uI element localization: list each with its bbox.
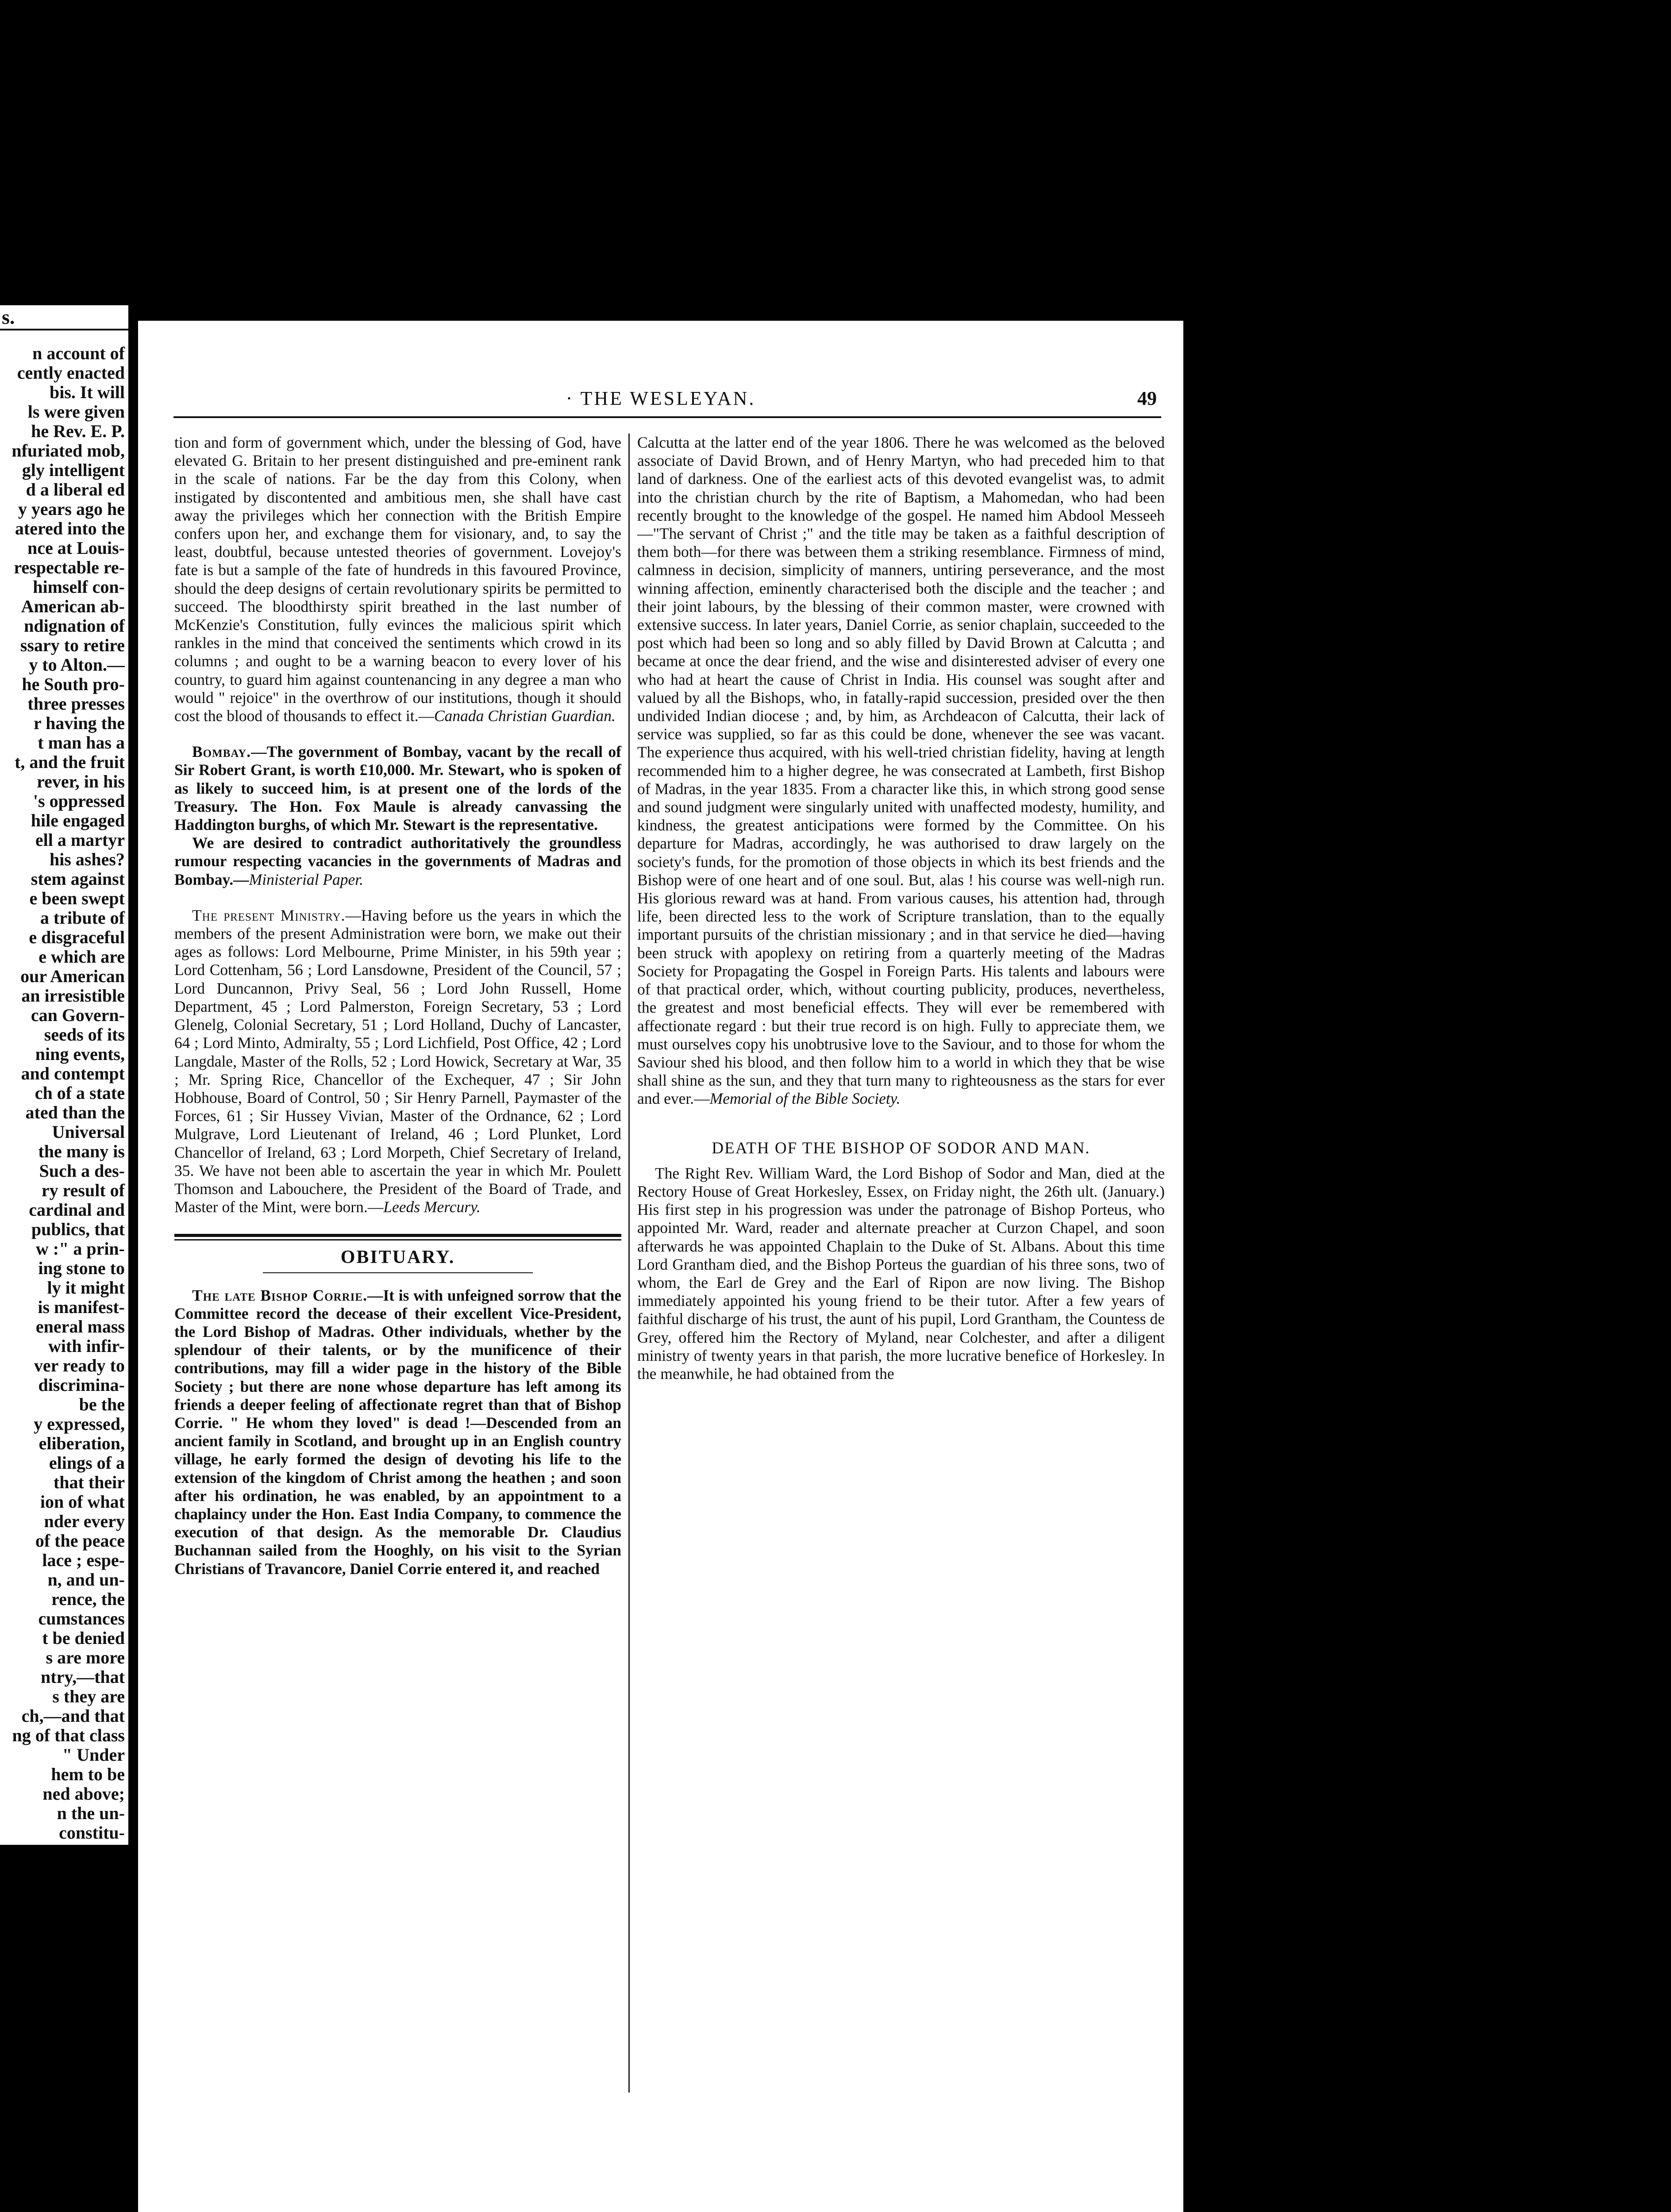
adjacent-page-line: discrimina-: [38, 1375, 125, 1395]
adjacent-page-line: s they are: [52, 1686, 125, 1706]
adjacent-page-line: that their: [53, 1472, 125, 1492]
adjacent-page-line: n, and un-: [47, 1570, 125, 1590]
adjacent-page-line: t, and the fruit: [15, 752, 125, 772]
adjacent-page-line: e disgraceful: [29, 927, 125, 947]
lead-in: Bombay.: [192, 743, 251, 761]
adjacent-page-line: cumstances: [38, 1609, 125, 1628]
adjacent-page-line: y expressed,: [34, 1414, 125, 1434]
adjacent-page-line: hile engaged: [31, 810, 125, 830]
adjacent-page-line: ndignation of: [24, 616, 125, 636]
adjacent-page-line: and contempt: [21, 1064, 125, 1083]
adjacent-page-line: ell a martyr: [35, 830, 125, 850]
running-head: · THE WESLEYAN.: [566, 388, 756, 409]
adjacent-page-line: stem against: [31, 869, 125, 889]
header-rule: [173, 416, 1161, 418]
adjacent-page-header: s.: [0, 305, 128, 330]
adjacent-page-line: t be denied: [42, 1628, 125, 1648]
article-paragraph: tion and form of government which, under the blessing of God, have elevated G. Britain to her present distinguished and pre-eminent rank in the scale of nations. Far be the day from this Colony, when instigated by discontented and ambitious men, she shall have cast away the privileges which her connection with the British Empire confers upon her, and exchange them for visionary, and, to say the least, doubtful, because untested theories of government. Lovejoy's fate is but a sample of the fate of hundreds in this favoured Province, should the deep designs of certain revolutionary spirits be permitted to succeed. The bloodthirsty spirit breathed in the last number of McKenzie's Constitution, fully evinces the malicious spirit which rankles in the mind that conceived the sentiments which crowd in its columns ; and ought to be a warning beacon to every lover of his country, to guard him against countenancing in any degree a man who would " rejoice" in the overthrow of our institutions, though it should cost the blood of thousands to effect it.—Canada Christian Guardian.: [174, 434, 621, 725]
adjacent-page-line: American ab-: [21, 596, 125, 616]
adjacent-page-line: e been swept: [29, 888, 125, 908]
adjacent-page-line: ls were given: [27, 402, 125, 422]
adjacent-page-line: ntry,—that: [41, 1667, 125, 1687]
adjacent-page-line: hem to be: [51, 1764, 125, 1784]
adjacent-page-line: ver ready to: [34, 1356, 125, 1375]
lead-in: The late Bishop Corrie.: [192, 1286, 367, 1304]
adjacent-page-strip: [0, 305, 128, 1845]
article-paragraph: The Right Rev. William Ward, the Lord Bishop of Sodor and Man, died at the Rectory House of Great Horkesley, Essex, on Friday night, the 26th ult. (January.) His first step in his progression was under the patronage of Bishop Porteus, who appointed Mr. Ward, reader and alternate preacher at Curzon Chapel, and soon afterwards he was appointed Chaplain to the Duke of St. Albans. About this time Lord Grantham died, and the Bishop Porteus the guardian of his three sons, two of whom, the Earl de Grey and the Earl of Ripon are now living. The Bishop immediately appointed his young friend to be their tutor. After a few years of faithful discharge of his trust, the aunt of his pupil, Lord Grantham, the Countess de Grey, offered him the Rectory of Myland, near Colchester, and after a diligent ministry of twenty years in that parish, the more lucrative benefice of Horkesley. In the meanwhile, he had obtained from the: [637, 1164, 1165, 1382]
adjacent-page-line: cently enacted: [17, 363, 125, 383]
obituary-continuation: Calcutta at the latter end of the year 1806. There he was welcomed as the beloved associate of David Brown, and of Henry Martyn, who had preceded him to that land of darkness. One of the earliest acts of this devoted evangelist was, to admit into the christian church by the rite of Baptism, a Mahomedan, who had been recently brought to the knowledge of the gospel. He named him Abdool Messeeh —"The servant of Christ ;" and the title may be taken as a faithful description of them both—for there was between them a striking resemblance. Firmness of mind, calmness in decision, simplicity of manners, untiring perseverance, and the most winning affection, eminently characterised both the disciple and the teacher ; and their joint labours, by the blessing of their common master, were crowned with extensive success. In later years, Daniel Corrie, as senior chaplain, succeeded to the post which had been so long and so ably filled by David Brown at Calcutta ; and became at once the dear friend, and the wise and disinterested adviser of every one who had at heart the cause of Christ in India. His counsel was sought after and valued by all the Bishops, who, in fatally-rapid succession, presided over the then undivided Indian diocese ; and, by him, as Archdeacon of Calcutta, their lack of service was supplied, so far as this could be done, whenever the see was vacant. The experience thus acquired, with his well-tried christian fidelity, having at length recommended him to a higher degree, he was consecrated at Lambeth, first Bishop of Madras, in the year 1835. From a character like this, in which strong good sense and sound judgment were singularly united with unaffected modesty, humility, and kindness, the greatest anticipations were formed by the Committee. On his departure for Madras, accordingly, he was authorised to draw largely on the society's funds, for the promotion of those objects in which its best friends and the Bishop were of one heart and of one soul. But, alas ! his course was well-nigh run. His glorious reward was at hand. From various causes, his attention had, through life, been directed less to the work of Scripture translation, than to the equally important pursuits of the christian missionary ; and in that service he died—having been struck with apoplexy on retiring from a quarterly meeting of the Madras Society for Propagating the Gospel in Foreign Parts. His talents and labours were of that practical order, which, without courting publicity, produces, nevertheless, the greatest and most beneficial effects. They will ever be remembered with affectionate regard : but their true record is on high. Fully to appreciate them, we must ourselves copy his unobtrusive love to the Saviour, and to those for whom the Saviour shed his blood, and then follow him to a world in which they that be wise shall shine as the sun, and they that turn many to righteousness as the stars for ever and ever.—Memorial of the Bible Society.: [637, 434, 1165, 1108]
adjacent-page-line: ion of what: [40, 1492, 125, 1512]
adjacent-page-line: Such a des-: [39, 1161, 125, 1181]
adjacent-page-line: d a liberal ed: [26, 480, 125, 499]
adjacent-page-line: an irresistible: [21, 986, 125, 1006]
adjacent-page-line: he Rev. E. P.: [31, 421, 125, 441]
adjacent-page-lines: [0, 344, 128, 1843]
article-paragraph: We are desired to contradict authoritatively the groundless rumour respecting vacancies in the governments of Madras and Bombay.—Ministerial Paper.: [174, 834, 621, 888]
adjacent-page-line: nce at Louis-: [27, 538, 125, 558]
adjacent-page-line: y years ago he: [18, 499, 125, 519]
adjacent-page-line: eliberation,: [39, 1433, 125, 1453]
adjacent-page-line: r having the: [34, 713, 125, 733]
section-heading: DEATH OF THE BISHOP OF SODOR AND MAN.: [712, 1139, 1090, 1157]
adjacent-page-line: ated than the: [25, 1102, 125, 1122]
adjacent-page-line: n the un-: [57, 1803, 125, 1823]
adjacent-page-line: cardinal and: [29, 1200, 125, 1220]
heading-rule: [263, 1272, 533, 1273]
adjacent-page-line: atered into the: [15, 518, 125, 538]
adjacent-page-line: ch,—and that: [21, 1706, 125, 1726]
adjacent-page-line: Universal: [52, 1122, 125, 1142]
obituary-heading: OBITUARY.: [340, 1247, 455, 1268]
column-divider: [628, 434, 630, 2093]
adjacent-page-line: ng of that class: [12, 1725, 125, 1745]
adjacent-page-line: " Under: [62, 1745, 125, 1765]
adjacent-page-line: 's oppressed: [33, 791, 125, 811]
adjacent-page-line: constitu-: [59, 1823, 125, 1843]
adjacent-page-line: y to Alton.—: [29, 655, 125, 675]
adjacent-page-line: ning events,: [35, 1044, 125, 1064]
left-column: [174, 434, 621, 1578]
adjacent-page-line: n account of: [32, 343, 125, 363]
attribution: Memorial of the Bible Society.: [709, 1090, 901, 1108]
right-column: [637, 434, 1165, 1383]
adjacent-page-line: nfuriated mob,: [12, 441, 125, 461]
adjacent-page-line: publics, that: [31, 1219, 125, 1239]
adjacent-page-line: rever, in his: [37, 772, 125, 791]
adjacent-page-line: three presses: [27, 694, 125, 714]
adjacent-page-line: ing stone to: [38, 1258, 125, 1278]
attribution: Canada Christian Guardian.: [434, 707, 616, 725]
adjacent-page-line: elings of a: [49, 1453, 125, 1473]
adjacent-page-line: a tribute of: [40, 908, 125, 928]
attribution: Ministerial Paper.: [249, 870, 364, 888]
adjacent-page-line: gly intelligent: [22, 460, 125, 480]
adjacent-page-line: lace ; espe-: [42, 1550, 125, 1570]
adjacent-page-line: with infir-: [48, 1336, 125, 1356]
adjacent-page-line: his ashes?: [49, 849, 125, 869]
ministry-paragraph: The present Ministry.—Having before us the years in which the members of the present Administration were born, we make out their ages as follows: Lord Melbourne, Prime Minister, in his 59th year ; Lord Cottenham, 56 ; Lord Lansdowne, President of the Council, 57 ; Lord Duncannon, Privy Seal, 56 ; Lord John Russell, Home Department, 45 ; Lord Palmerston, Foreign Secretary, 53 ; Lord Glenelg, Colonial Secretary, 51 ; Lord Holland, Duchy of Lancaster, 64 ; Lord Minto, Admiralty, 55 ; Lord Lichfield, Post Office, 42 ; Lord Langdale, Master of the Rolls, 52 ; Lord Howick, Secretary at War, 35 ; Mr. Spring Rice, Chancellor of the Exchequer, 47 ; Sir John Hobhouse, Board of Control, 50 ; Sir Henry Parnell, Paymaster of the Forces, 61 ; Sir Hussey Vivian, Master of the Ordnance, 62 ; Lord Mulgrave, Lord Lieutenant of Ireland, 46 ; Lord Plunket, Lord Chancellor of Ireland, 63 ; Lord Morpeth, Chief Secretary of Ireland, 35. We have not been able to ascertain the year in which Mr. Poulett Thomson and Labouchere, the President of the Board of Trade, and Master of the Mint, were born.—Leeds Mercury.: [174, 906, 621, 1216]
adjacent-page-line: w :" a prin-: [35, 1239, 125, 1259]
adjacent-page-line: be the: [79, 1394, 125, 1414]
adjacent-page-line: ry result of: [41, 1180, 125, 1200]
adjacent-page-line: of the peace: [35, 1531, 125, 1551]
adjacent-page-line: himself con-: [33, 577, 125, 597]
adjacent-page-line: the many is: [38, 1141, 125, 1161]
adjacent-page-line: ssary to retire: [20, 635, 125, 655]
page-number: 49: [1137, 388, 1157, 409]
adjacent-page-line: seeds of its: [44, 1025, 125, 1045]
adjacent-page-line: t man has a: [38, 733, 125, 753]
bombay-paragraph: Bombay.—The government of Bombay, vacant by the recall of Sir Robert Grant, is worth £10,000. Mr. Stewart, who is spoken of as likely to succeed him, is at present one of the lords of the Treasury. The Hon. Fox Maule is already canvassing the Haddington burghs, of which Mr. Stewart is the representative.: [174, 743, 621, 834]
lead-in: The present Ministry.: [192, 906, 346, 924]
attribution: Leeds Mercury.: [383, 1198, 481, 1216]
adjacent-page-line: bis. It will: [49, 382, 125, 402]
obituary-paragraph: The late Bishop Corrie.—It is with unfeigned sorrow that the Committee record the decease of their excellent Vice-President, the Lord Bishop of Madras. Other individuals, whether by the splendour of their talents, or by the munificence of their contributions, may fill a wider page in the history of the Bible Society ; but there are none whose departure has left among its friends a deeper feeling of affectionate regret than that of Bishop Corrie. " He whom they loved" is dead !—Descended from an ancient family in Scotland, and brought up in an English country village, he early formed the design of devoting his life to the extension of the kingdom of Christ among the heathen ; and soon after his ordination, he was enabled, by an appointment to a chaplaincy under the Hon. East India Company, to commence the execution of that design. As the memorable Dr. Claudius Buchannan sailed from the Hooghly, on his visit to the Syrian Christians of Travancore, Daniel Corrie entered it, and reached: [174, 1286, 621, 1578]
section-rule: [174, 1234, 621, 1240]
adjacent-page-line: he South pro-: [22, 674, 125, 694]
adjacent-page-line: s are more: [46, 1647, 125, 1667]
adjacent-page-line: respectable re-: [14, 557, 125, 577]
adjacent-page-line: eneral mass: [35, 1317, 125, 1336]
adjacent-page-line: ly it might: [47, 1278, 125, 1298]
adjacent-page-line: our American: [20, 966, 125, 986]
adjacent-page-line: ned above;: [42, 1784, 125, 1804]
adjacent-page-line: ch of a state: [35, 1083, 125, 1103]
adjacent-page-line: nder every: [44, 1511, 125, 1531]
adjacent-page-line: rence, the: [51, 1589, 125, 1609]
adjacent-page-line: e which are: [39, 947, 125, 967]
adjacent-page-line: can Govern-: [31, 1005, 125, 1025]
adjacent-page-line: is manifest-: [38, 1297, 125, 1317]
newspaper-page: [138, 321, 1183, 2212]
